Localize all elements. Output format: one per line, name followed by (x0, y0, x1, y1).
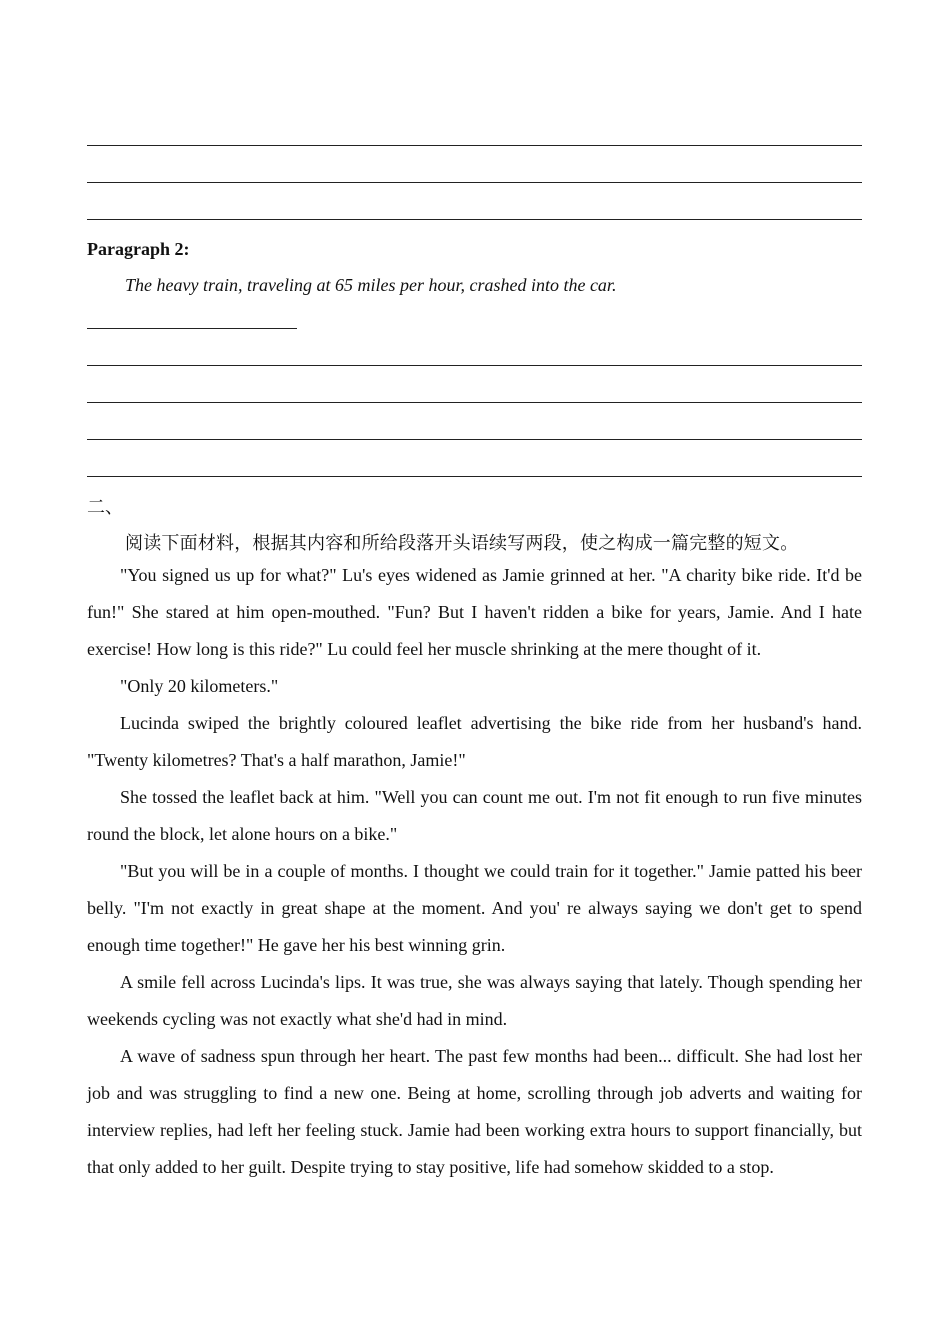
answer-line-short[interactable] (87, 328, 297, 329)
paragraph-2-opening-sentence: The heavy train, traveling at 65 miles per hour, crashed into the car. (125, 275, 617, 295)
passage-paragraph: A wave of sadness spun through her heart. The past few months had been... difficult. She had lost her job and was struggling to find a new one. Being at home, scrolling through job adverts and waiting for interview replies, had left her feeling stuck. Jamie had been working extra hours to support financially, but that only added to her guilt. Despite trying to stay positive, life had somehow skidded to a stop. (87, 1046, 862, 1177)
answer-line[interactable] (87, 219, 862, 220)
answer-line[interactable] (87, 145, 862, 146)
answer-line[interactable] (87, 439, 862, 440)
reading-passage (87, 557, 862, 1186)
section-number: 二、 (87, 497, 123, 517)
passage-paragraph: She tossed the leaflet back at him. "Well you can count me out. I'm not fit enough to run five minutes round the block, let alone hours on a bike." (87, 787, 862, 844)
answer-line[interactable] (87, 182, 862, 183)
answer-line[interactable] (87, 402, 862, 403)
answer-line[interactable] (87, 365, 862, 366)
passage-paragraph: "You signed us up for what?" Lu's eyes widened as Jamie grinned at her. "A charity bike ride. It'd be fun!" She stared at him open-mouthed. "Fun? But I haven't ridden a bike for years, Jamie. And I hate exercise! How long is this ride?" Lu could feel her muscle shrinking at the mere thought of it. (87, 565, 862, 659)
paragraph-2-heading: Paragraph 2: (87, 239, 190, 259)
passage-paragraph: A smile fell across Lucinda's lips. It was true, she was always saying that lately. Though spending her weekends cycling was not exactly what she'd had in mind. (87, 972, 862, 1029)
passage-paragraph: "Only 20 kilometers." (120, 676, 279, 696)
section-instruction: 阅读下面材料，根据其内容和所给段落开头语续写两段，使之构成一篇完整的短文。 (125, 533, 799, 553)
answer-line[interactable] (87, 476, 862, 477)
passage-paragraph: Lucinda swiped the brightly coloured leaflet advertising the bike ride from her husband's hand. "Twenty kilometres? That's a half marathon, Jamie!" (87, 713, 862, 770)
passage-paragraph: "But you will be in a couple of months. I thought we could train for it together." Jamie patted his beer belly. "I'm not exactly in great shape at the moment. And you' re always saying we don't get to spend enough time together!" He gave her his best winning grin. (87, 861, 862, 955)
